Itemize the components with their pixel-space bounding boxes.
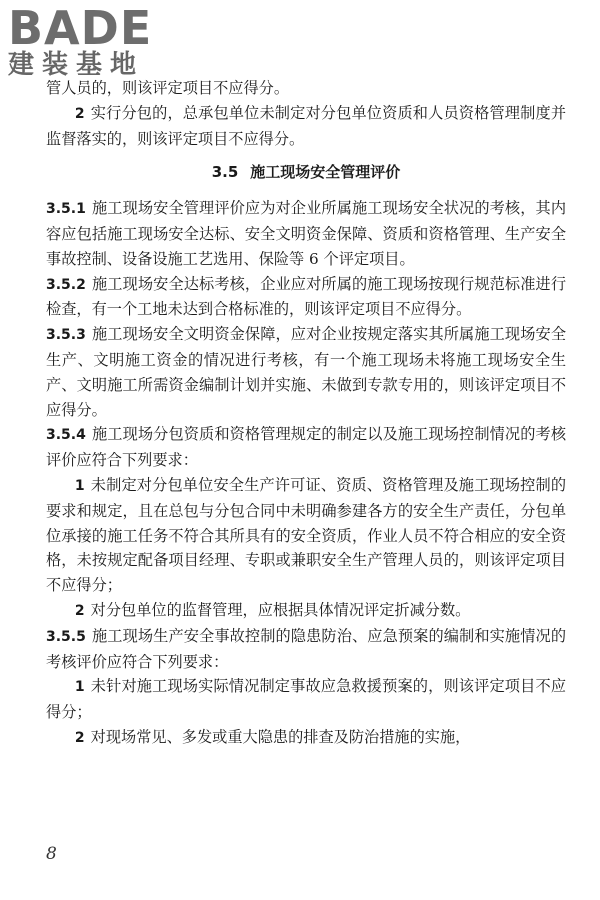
item-number: 2 bbox=[74, 105, 85, 122]
section-number: 3.5 bbox=[211, 163, 239, 182]
item-number: 2 bbox=[74, 602, 85, 619]
bade-logo bbox=[8, 1, 153, 80]
clause-3-5-5-item-1: 1 未针对施工现场实际情况制定事故应急救援预案的，则该评定项目不应得分； bbox=[46, 677, 566, 722]
clause-number: 3.5.3 bbox=[46, 327, 86, 344]
list-item-2: 2 实行分包的，总承包单位未制定对分包单位资质和人员资格管理制度并监督落实的，则该评定项目不应得分。 bbox=[46, 103, 566, 148]
clause-number: 3.5.2 bbox=[46, 276, 86, 293]
page-number: 8 bbox=[46, 844, 57, 864]
clause-number: 3.5.4 bbox=[46, 427, 86, 444]
paragraph-continuation: 管人员的，则该评定项目不应得分。 bbox=[46, 79, 289, 97]
clause-3-5-5: 3.5.5 施工现场生产安全事故控制的隐患防治、应急预案的编制和实施情况的考核评价应符合下列要求： bbox=[46, 626, 566, 671]
logo-subtitle: 建装基地 bbox=[8, 50, 145, 80]
item-number: 1 bbox=[74, 477, 85, 494]
clause-3-5-4: 3.5.4 施工现场分包资质和资格管理规定的制定以及施工现场控制情况的考核评价应符合下列要求： bbox=[46, 425, 566, 470]
item-number: 2 bbox=[74, 729, 85, 746]
section-title: 施工现场安全管理评价 bbox=[250, 163, 401, 182]
clause-3-5-1: 3.5.1 施工现场安全管理评价应为对企业所属施工现场安全状况的考核，其内容应包括施工现场安全达标、安全文明资金保障、资质和资格管理、生产安全事故控制、设备设施工艺选用、保险等 6 个评定项目。 bbox=[46, 199, 566, 268]
clause-3-5-2: 3.5.2 施工现场安全达标考核，企业应对所属的施工现场按现行规范标准进行检查，有一个工地未达到合格标准的，则该评定项目不应得分。 bbox=[46, 274, 566, 319]
document-body bbox=[46, 76, 566, 751]
clause-number: 3.5.5 bbox=[46, 628, 86, 645]
clause-3-5-4-item-1: 1 未制定对分包单位安全生产许可证、资质、资格管理及施工现场控制的要求和规定，且在总包与分包合同中未明确参建各方的安全生产责任，分包单位承接的施工任务不符合其所具有的安全资质，作业人员不符合相应的安全资格，未按规定配备项目经理、专职或兼职安全生产管理人员的，则该评定项目不应得分； bbox=[46, 475, 566, 595]
logo-wordmark: BADE bbox=[8, 1, 153, 55]
section-heading bbox=[46, 160, 566, 185]
clause-3-5-5-item-2: 2 对现场常见、多发或重大隐患的排查及防治措施的实施， bbox=[74, 727, 471, 746]
clause-3-5-4-item-2: 2 对分包单位的监督管理，应根据具体情况评定折减分数。 bbox=[74, 600, 471, 619]
clause-number: 3.5.1 bbox=[46, 201, 86, 218]
item-number: 1 bbox=[74, 679, 85, 696]
clause-3-5-3: 3.5.3 施工现场安全文明资金保障，应对企业按规定落实其所属施工现场安全生产、文明施工资金的情况进行考核，有一个施工现场未将施工现场安全生产、文明施工所需资金编制计划并实施、未做到专款专用的，则该评定项目不应得分。 bbox=[46, 325, 566, 419]
